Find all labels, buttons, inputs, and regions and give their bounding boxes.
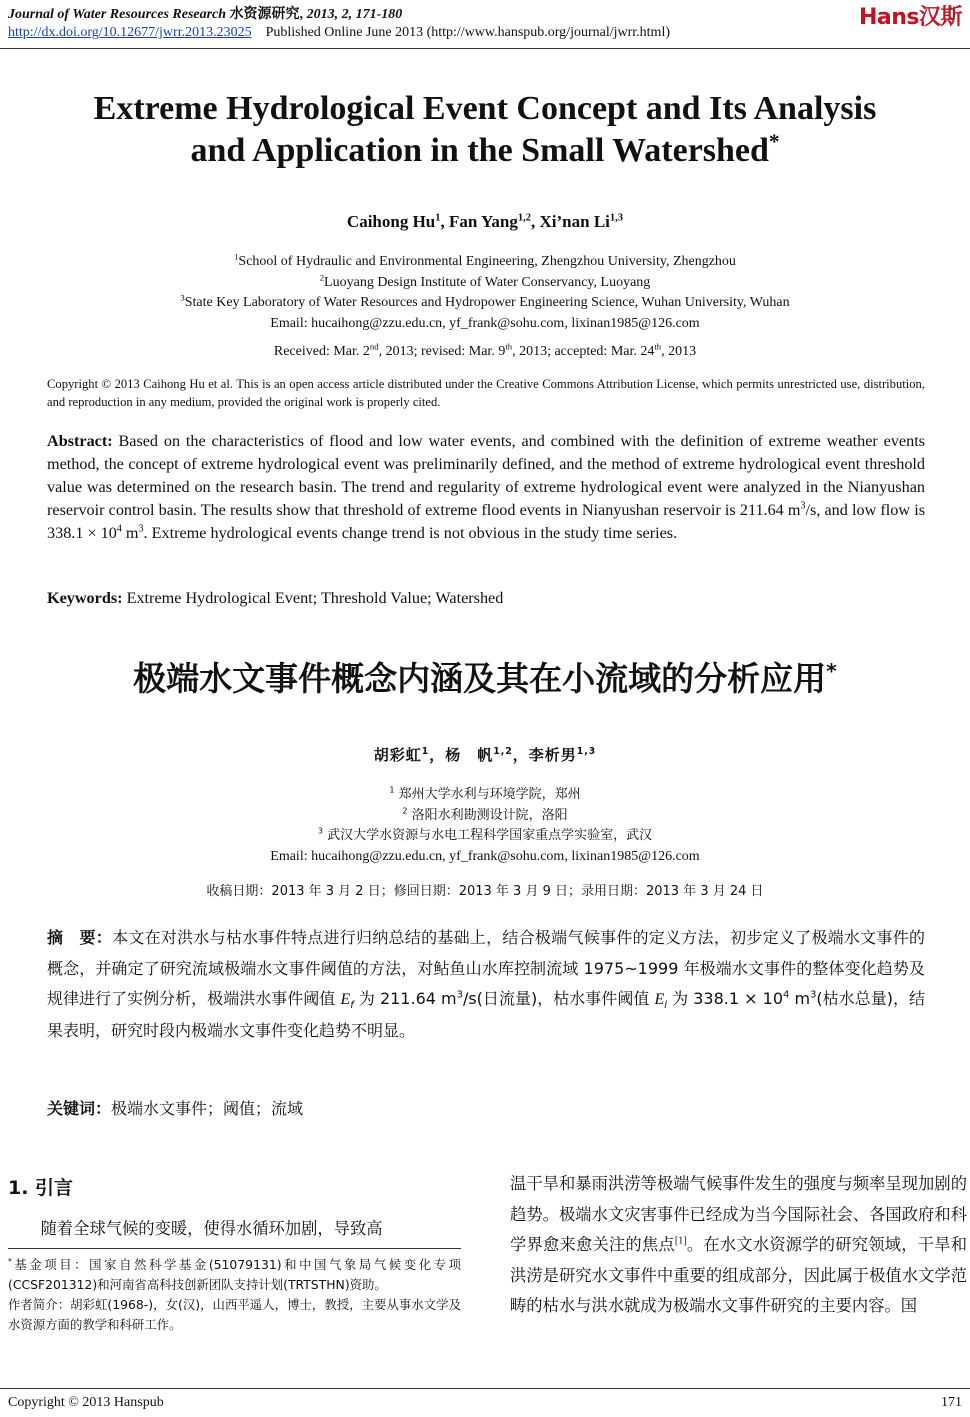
- paper-title: [0, 88, 970, 172]
- journal-name-cn: 水资源研究,: [229, 7, 304, 22]
- author-list-cn: 胡彩虹$^1$，杨 帆$^{1,2}$，李析男$^{1,3}$: [373, 746, 597, 764]
- affiliation-line: $^2$ 洛阳水利勘测设计院，洛阳: [402, 806, 568, 823]
- affiliation-line: $^1$ 郑州大学水利与环境学院，郑州: [389, 785, 581, 802]
- paper-title-cn: 极端水文事件概念内涵及其在小流域的分析应用*: [133, 659, 837, 698]
- abstract-en: Abstract: Based on the characteristics of flood and low water events, and combined with the definition of extreme weather events method, the concept of extreme hydrological event was preliminarily defined, and the method of extreme hydrological event threshold value was determined on the research basin. The trend and regularity of extreme hydrological event were analyzed in the Nianyushan reservoir control basin. The results show that threshold of extreme flood events in Nianyushan reservoir is 211.64 $m^3/s$, and low flow is $338.1 \times 10^4$ $m^3$. Extreme hydrological events change trend is not obvious in the study time series.: [47, 432, 925, 542]
- page-number: 171: [941, 1395, 962, 1410]
- author-bio-footnote: 作者简介：胡彩虹(1968-)，女(汉)，山西平遥人，博士，教授，主要从事水文学及水资源方面的教学和科研工作。: [8, 1297, 461, 1332]
- author-affiliation: 1: [435, 212, 441, 224]
- footer-copyright: Copyright © 2013 Hanspub: [8, 1395, 164, 1410]
- author-name: 李析男: [528, 746, 577, 764]
- affiliation-line: $^3$State Key Laboratory of Water Resources and Hydropower Engineering Science, Wuhan University, Wuhan: [180, 292, 790, 310]
- header-rule: [0, 48, 970, 49]
- title-footnote-mark: *: [826, 659, 837, 683]
- keywords-cn: 关键词：极端水文事件；阈值；流域: [47, 1099, 304, 1118]
- intro-left-column: 随着全球气候的变暖，使得水循环加剧，导致高: [40, 1219, 383, 1238]
- author-name: Xi’nan Li: [539, 212, 610, 231]
- title-footnote-mark: *: [768, 129, 780, 154]
- keywords-label-cn: 关键词：: [47, 1099, 112, 1118]
- doi-link[interactable]: http://dx.doi.org/10.12677/jwrr.2013.23025: [8, 25, 252, 40]
- keywords-label: Keywords:: [47, 589, 123, 607]
- published-online: Published Online June 2013 (http://www.hanspub.org/journal/jwrr.html): [265, 25, 670, 40]
- author-affiliation: 1,2: [517, 212, 532, 224]
- received-dates-cn: 收稿日期：2013 年 3 月 2 日；修回日期：2013 年 3 月 9 日；录用日期：2013 年 3 月 24 日: [206, 884, 764, 899]
- copyright-notice: Copyright © 2013 Caihong Hu et al. This is an open access article distributed under the Creative Commons Attribution License, which permits unrestricted use, distribution, and reproduction in any medium, provided the original work is properly cited.: [47, 377, 925, 409]
- author-separator: ,: [440, 212, 450, 231]
- citation-ref[interactable]: [1]: [674, 1235, 687, 1247]
- affiliations: [0, 252, 970, 334]
- title-line-2: and Application in the Small Watershed: [190, 132, 769, 169]
- author-name: 杨 帆: [445, 746, 494, 764]
- footer-rule: [0, 1388, 970, 1389]
- journal-subheader: [8, 25, 670, 41]
- affiliations-cn: [0, 785, 970, 867]
- section-heading-introduction: 1. 引言: [8, 1177, 74, 1199]
- affiliation-line: $^3$ 武汉大学水资源与水电工程科学国家重点学实验室，武汉: [317, 826, 653, 843]
- funding-footnote: *基金项目：国家自然科学基金(51079131)和中国气象局气候变化专项(CCSF201312)和河南省高科技创新团队支持计划(TRTSTHN)资助。: [8, 1256, 461, 1292]
- hans-logo: Hans汉斯: [858, 5, 962, 30]
- abstract-label: Abstract:: [47, 432, 113, 450]
- email-line: Email: hucaihong@zzu.edu.cn, yf_frank@sohu.com, lixinan1985@126.com: [270, 848, 700, 864]
- keywords-en: Keywords: Extreme Hydrological Event; Threshold Value; Watershed: [47, 589, 504, 607]
- received-dates: Received: Mar. 2nd, 2013; revised: Mar. 9th, 2013; accepted: Mar. 24th, 2013: [273, 341, 697, 359]
- journal-header: [8, 3, 402, 23]
- journal-name: Journal of Water Resources Research: [8, 7, 227, 22]
- footnote-rule: [8, 1248, 461, 1249]
- author-name: Caihong Hu: [346, 212, 436, 231]
- affiliation-line: $^1$School of Hydraulic and Environmental Engineering, Zhengzhou University, Zhengzhou: [234, 251, 736, 269]
- intro-right-column: 温干旱和暴雨洪涝等极端气候事件发生的强度与频率呈现加剧的趋势。极端水文灾害事件已经成为当今国际社会、各国政府和科学界愈来愈关注的焦点[1]。在水文水资源学的研究领域，干旱和洪涝是研究水文事件中重要的组成部分，因此属于极值水文学范畴的枯水与洪水就成为极端水文事件研究的主要内容。国: [510, 1174, 967, 1315]
- author-affiliation: 1,3: [609, 212, 624, 224]
- journal-issue: 2013, 2, 171-180: [306, 7, 403, 22]
- abstract-label-cn: 摘 要：: [47, 928, 113, 947]
- email-line: Email: hucaihong@zzu.edu.cn, yf_frank@sohu.com, lixinan1985@126.com: [270, 315, 700, 331]
- abstract-cn: 摘 要：本文在对洪水与枯水事件特点进行归纳总结的基础上，结合极端气候事件的定义方法，初步定义了极端水文事件的概念，并确定了研究流域极端水文事件阈值的方法，对鲇鱼山水库控制流域 1975~1999 年极端水文事件的整体变化趋势及规律进行了实例分析，极端洪水事件阈值 $E_f$ 为 211.64 $m^3/s$(日流量)，枯水事件阈值 $E_l$ 为 $338.1 \times 10^4$ $m^3$(枯水总量)，结果表明，研究时段内极端水文事件变化趋势不明显。: [47, 928, 925, 1040]
- author-name: 胡彩虹: [373, 746, 422, 764]
- author-list: [0, 212, 970, 232]
- author-separator: ,: [531, 212, 540, 231]
- author-name: Fan Yang: [449, 212, 518, 231]
- footnotes: [8, 1255, 461, 1335]
- title-line-1: Extreme Hydrological Event Concept and Its Analysis: [93, 90, 877, 127]
- affiliation-line: $^2$Luoyang Design Institute of Water Conservancy, Luoyang: [319, 271, 651, 290]
